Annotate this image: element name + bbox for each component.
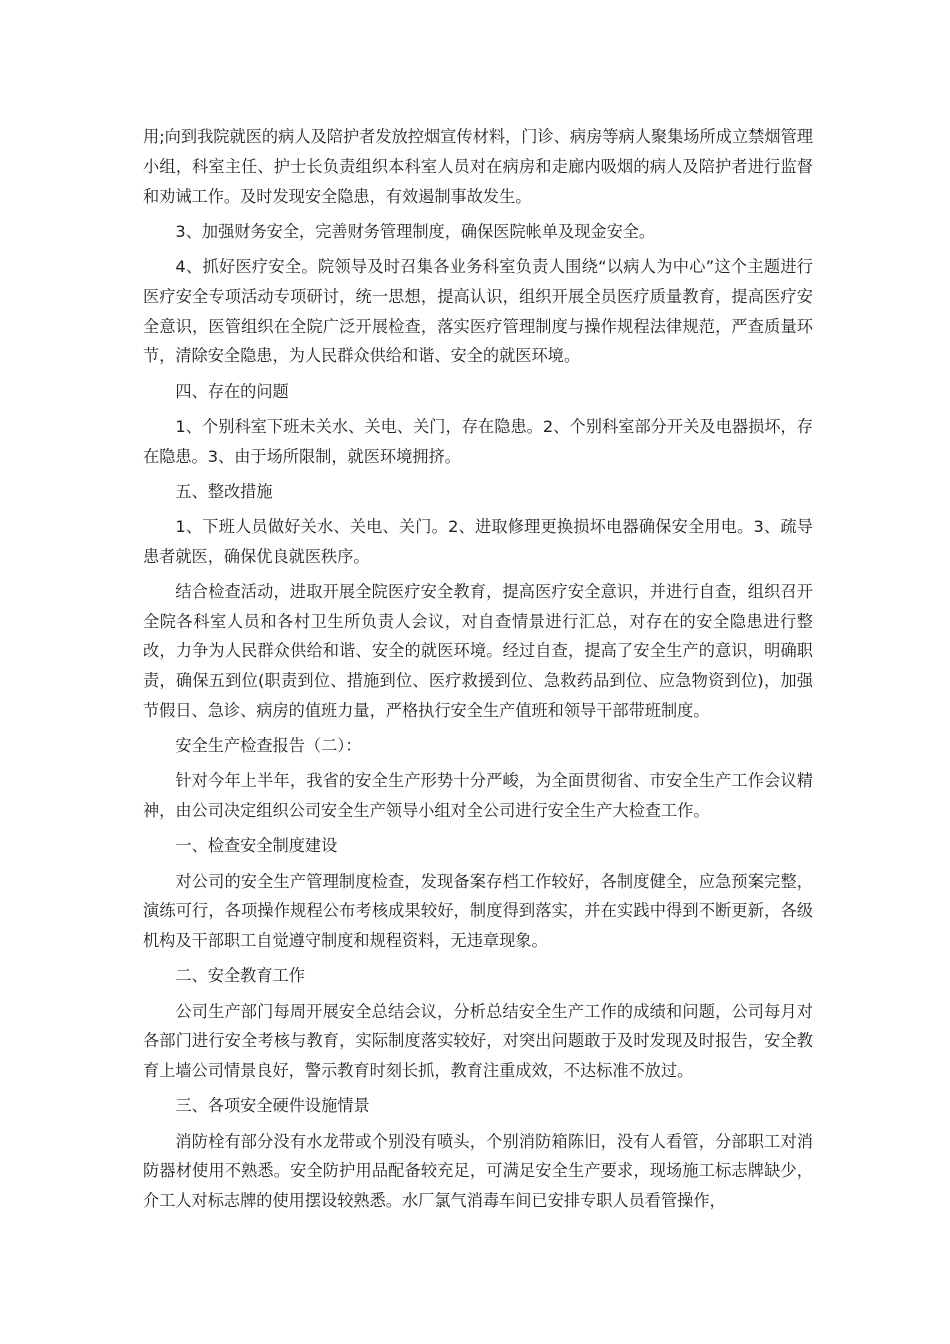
section-heading-hardware: 三、各项安全硬件设施情景 [175,1096,370,1116]
paragraph-medical-safety: 4、抓好医疗安全。院领导及时召集各业务科室负责人围绕“以病人为中心”这个主题进行医疗安全专项活动专项研讨，统一思想，提高认识，组织开展全员医疗质量教育，提高医疗安全意识，医管组织在全院广泛开展检查，落实医疗管理制度与操作规程法律规范，严查质量环节，清除安全隐患，为人民群众供给和谐、安全的就医环境。 [143,256,813,366]
paragraph-report-intro: 针对今年上半年，我省的安全生产形势十分严峻，为全面贯彻省、市安全生产工作会议精神，由公司决定组织公司安全生产领导小组对全公司进行安全生产大检查工作。 [143,771,813,821]
paragraph-education: 公司生产部门每周开展安全总结会议，分析总结安全生产工作的成绩和问题，公司每月对各部门进行安全考核与教育，实际制度落实较好，对突出问题敢于及时发现及时报告，安全教育上墙公司情景良好，警示教育时刻长抓，教育注重成效，不达标准不放过。 [143,1001,813,1081]
paragraph-problems: 1、个别科室下班未关水、关电、关门，存在隐患。2、个别科室部分开关及电器损坏，存在隐患。3、由于场所限制，就医环境拥挤。 [143,416,813,466]
paragraph-summary: 结合检查活动，进取开展全院医疗安全教育，提高医疗安全意识，并进行自查，组织召开全院各科室人员和各村卫生所负责人会议，对自查情景进行汇总，对存在的安全隐患进行整改，力争为人民群众供给和谐、安全的就医环境。经过自查，提高了安全生产的意识，明确职责，确保五到位(职责到位、措施到位、医疗救援到位、急救药品到位、应急物资到位)，加强节假日、急诊、病房的值班力量，严格执行安全生产值班和领导干部带班制度。 [143,581,813,721]
section-heading-education: 二、安全教育工作 [175,966,305,986]
paragraph-hardware: 消防栓有部分没有水龙带或个别没有喷头，个别消防箱陈旧，没有人看管，分部职工对消防器材使用不熟悉。安全防护用品配备较充足，可满足安全生产要求，现场施工标志牌缺少，介工人对标志牌的使用摆设较熟悉。水厂氯气消毒车间已安排专职人员看管操作， [143,1131,813,1211]
report-title-two: 安全生产检查报告（二）： [175,736,362,756]
section-heading-rectification: 五、整改措施 [175,481,273,501]
paragraph-finance-safety: 3、加强财务安全，完善财务管理制度，确保医院帐单及现金安全。 [175,221,656,241]
document-body [143,122,813,1221]
section-heading-system-check: 一、检查安全制度建设 [175,836,338,856]
section-heading-problems: 四、存在的问题 [175,381,289,401]
paragraph-continuation: 用;向到我院就医的病人及陪护者发放控烟宣传材料，门诊、病房等病人聚集场所成立禁烟管理小组，科室主任、护士长负责组织本科室人员对在病房和走廊内吸烟的病人及陪护者进行监督和劝诫工作。及时发现安全隐患，有效遏制事故发生。 [143,127,813,206]
paragraph-rectification: 1、下班人员做好关水、关电、关门。2、进取修理更换损坏电器确保安全用电。3、疏导患者就医，确保优良就医秩序。 [143,516,813,566]
paragraph-system-check: 对公司的安全生产管理制度检查，发现备案存档工作较好，各制度健全，应急预案完整，演练可行，各项操作规程公布考核成果较好，制度得到落实，并在实践中得到不断更新，各级机构及干部职工自觉遵守制度和规程资料，无违章现象。 [143,871,813,951]
